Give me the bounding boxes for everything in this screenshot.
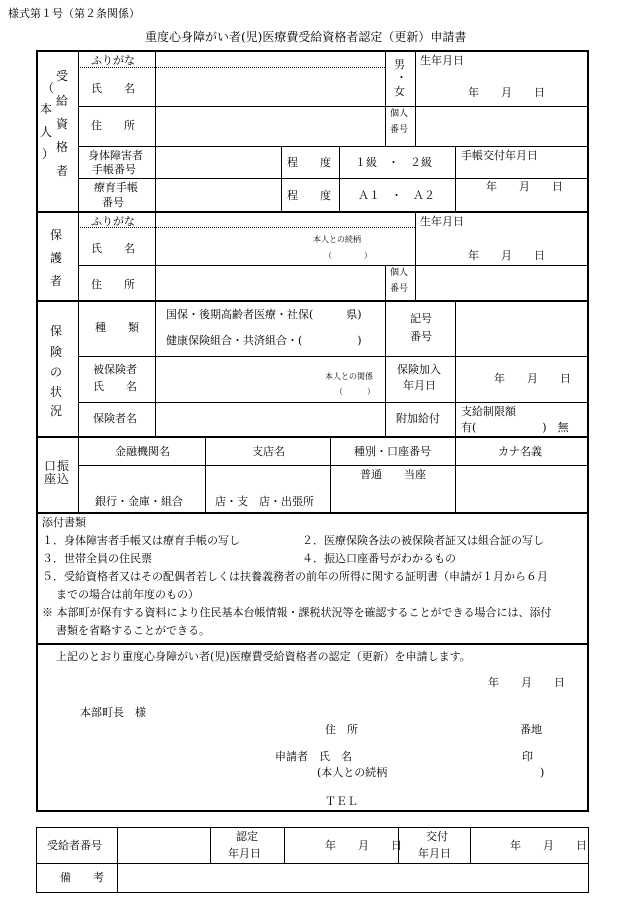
applicant-section-label-4: 格 — [56, 140, 69, 154]
insurance-section-label-1: 保 — [50, 324, 63, 338]
kana-name-field[interactable] — [456, 467, 588, 511]
insured-name-field[interactable] — [156, 358, 316, 401]
applicant-name-field[interactable] — [156, 69, 384, 105]
insured-relation-label: 本人との関係 — [325, 372, 373, 381]
guardian-address-label: 住 所 — [91, 278, 135, 291]
account-type[interactable]: 普通 当座 — [360, 468, 426, 481]
applicant-section-label-5: 者 — [56, 164, 69, 178]
insurance-section-label-3: の — [50, 365, 63, 379]
notebook-date-ymd[interactable]: 年 月 日 — [486, 180, 563, 193]
guardian-birth-ymd[interactable]: 年 月 日 — [468, 249, 545, 262]
guardian-relation-label: 本人との続柄 — [313, 235, 361, 244]
applicant-section-label-1: 受 — [56, 69, 69, 83]
bank-header-branch: 支店名 — [252, 445, 285, 458]
join-date-label-2: 年月日 — [403, 379, 436, 392]
grade-options-1[interactable]: １級 ・ ２級 — [355, 156, 432, 169]
applicant-address-input[interactable] — [365, 716, 515, 736]
declaration-date[interactable]: 年 月 日 — [488, 676, 565, 689]
insured-label-2: 氏 名 — [93, 380, 137, 393]
applicant-paren-bottom: ） — [42, 147, 55, 161]
bank-header-kana: カナ名義 — [498, 445, 542, 458]
applicant-relation-caption: (本人との続柄 — [317, 766, 388, 779]
cert-date-label-1: 認定 — [236, 830, 258, 843]
recipient-no-field[interactable] — [118, 829, 209, 862]
insurance-kind-line1[interactable]: 国保・後期高齢者医療・社保( 県) — [166, 308, 362, 321]
applicant-name-label: 氏 名 — [91, 82, 135, 95]
issue-date-label-2: 年月日 — [418, 847, 451, 860]
issue-date-label-1: 交付 — [426, 830, 448, 843]
notebook-date-label: 手帳交付年月日 — [461, 149, 538, 162]
insurer-label: 保険者名 — [93, 412, 137, 425]
insurance-section-label-2: 険 — [50, 345, 63, 359]
disability-no-label-1: 身体障害者 — [88, 149, 143, 162]
guardian-personal-no-field[interactable] — [416, 267, 588, 299]
applicant-address-label: 住 所 — [91, 119, 135, 132]
grade-options-2[interactable]: Ａ１ ・ Ａ２ — [358, 189, 435, 202]
applicant-name-caption: 申請者 氏 名 — [275, 750, 352, 763]
attachment-note-b: 書類を省略することができる。 — [56, 624, 210, 637]
symbol-no-label-1: 記号 — [410, 312, 432, 325]
extra-benefit-label: 附加給付 — [396, 412, 440, 425]
grade-label-2: 程 度 — [287, 189, 331, 202]
applicant-sub-label-1: 本 — [40, 102, 53, 116]
attachment-item-3: ３．世帯全員の住民票 — [42, 552, 152, 565]
issue-date-ymd[interactable]: 年 月 日 — [510, 839, 587, 852]
guardian-address-field[interactable] — [156, 267, 384, 299]
insurance-kind-label: 種 類 — [95, 321, 139, 334]
attachment-item-1: １．身体障害者手帳又は療育手帳の写し — [42, 534, 240, 547]
insurance-section-label-5: 況 — [50, 404, 63, 418]
applicant-furigana-field[interactable] — [156, 55, 384, 67]
bank-section-label-3: 振 — [57, 459, 70, 473]
attachment-item-5a: ５．受給資格者又はその配偶者若しくは扶養義務者の前年の所得に関する証明書（申請が１月から６月 — [42, 570, 548, 583]
attachment-note-a: ※ 本部町が保有する資料により住民基本台帳情報・課税状況等を確認することができる場合には、添付 — [42, 606, 552, 619]
declaration-text: 上記のとおり重度心身障がい者(児)医療費受給資格者の認定（更新）を申請します。 — [56, 650, 471, 663]
bank-section-label-1: 口 — [44, 459, 57, 473]
applicant-personal-no-label-1: 個人 — [390, 109, 409, 119]
applicant-furigana-label: ふりがな — [91, 54, 135, 67]
applicant-gender-dot: ・ — [396, 71, 407, 84]
attachments-title: 添付書類 — [42, 516, 86, 529]
form-title: 重度心身障がい者(児)医療費受給資格者認定（更新）申請書 — [145, 30, 467, 44]
remarks-label: 備 考 — [60, 871, 104, 884]
rehab-no-label-1: 療育手帳 — [94, 181, 138, 194]
recipient-no-label: 受給者番号 — [47, 839, 102, 852]
banchi-label: 番地 — [520, 723, 542, 736]
guardian-furigana-label: ふりがな — [91, 215, 135, 228]
applicant-address-field[interactable] — [156, 108, 384, 145]
applicant-address-caption: 住 所 — [325, 723, 358, 736]
remarks-field[interactable] — [118, 865, 587, 891]
join-date-ymd[interactable]: 年 月 日 — [494, 372, 571, 385]
disability-no-label-2: 手帳番号 — [92, 163, 136, 176]
branch-types[interactable]: 店・支 店・出張所 — [215, 495, 314, 508]
symbol-no-label-2: 番号 — [410, 330, 432, 343]
rehab-no-label-2: 番号 — [102, 196, 124, 209]
applicant-birth-label: 生年月日 — [420, 54, 464, 67]
applicant-gender-female[interactable]: 女 — [394, 85, 405, 98]
applicant-sub-label-2: 人 — [40, 125, 53, 139]
insured-relation-field[interactable]: （ ） — [335, 387, 375, 396]
symbol-no-field[interactable] — [456, 302, 588, 355]
applicant-section-label-2: 給 — [56, 94, 69, 108]
payment-limit-value[interactable]: 有( ) 無 — [461, 421, 569, 434]
insurance-section-label-4: 状 — [50, 385, 63, 399]
insured-label-1: 被保険者 — [93, 363, 137, 376]
attachment-item-5b: までの場合は前年度のもの） — [56, 588, 199, 601]
attachment-item-2: ２．医療保険各法の被保険者証又は組合証の写し — [302, 534, 544, 547]
applicant-relation-close: ) — [540, 766, 545, 779]
bank-types[interactable]: 銀行・金庫・組合 — [95, 495, 183, 508]
guardian-section-label-3: 者 — [50, 274, 63, 288]
applicant-section-label-3: 資 — [56, 117, 69, 131]
bank-header-institution: 金融機関名 — [115, 445, 170, 458]
applicant-name-input[interactable] — [365, 744, 515, 764]
applicant-paren-top: （ — [42, 81, 55, 95]
insurer-field[interactable] — [156, 404, 384, 435]
guardian-name-label: 氏 名 — [91, 242, 135, 255]
guardian-personal-no-label-2: 番号 — [390, 284, 409, 294]
addressee: 本部町長 様 — [80, 706, 146, 719]
applicant-birth-ymd[interactable]: 年 月 日 — [468, 86, 545, 99]
guardian-section-label-2: 護 — [50, 251, 63, 265]
guardian-personal-no-label-1: 個人 — [390, 268, 409, 278]
join-date-label-1: 保険加入 — [397, 363, 441, 376]
guardian-birth-label: 生年月日 — [420, 215, 464, 228]
attachment-item-4: ４．振込口座番号がわかるもの — [302, 552, 456, 565]
applicant-personal-no-label-2: 番号 — [390, 125, 409, 135]
applicant-gender-male[interactable]: 男 — [394, 58, 405, 71]
seal-label: 印 — [522, 750, 533, 763]
form-number: 様式第１号（第２条関係） — [8, 7, 140, 20]
applicant-personal-no-field[interactable] — [416, 108, 588, 145]
guardian-section-label-1: 保 — [50, 228, 63, 242]
guardian-name-field[interactable] — [156, 229, 306, 264]
grade-label-1: 程 度 — [287, 156, 331, 169]
bank-header-account: 種別・口座番号 — [354, 445, 431, 458]
bank-section-label-2: 座 — [44, 472, 57, 486]
insurance-kind-line2[interactable]: 健康保険組合・共済組合・( ) — [166, 334, 362, 347]
bank-section-label-4: 込 — [57, 472, 70, 486]
cert-date-label-2: 年月日 — [228, 847, 261, 860]
payment-limit-label: 支給制限額 — [461, 405, 516, 418]
cert-date-ymd[interactable]: 年 月 日 — [325, 839, 402, 852]
guardian-relation-field[interactable]: （ ） — [324, 251, 372, 260]
tel-label: ＴＥＬ — [325, 795, 358, 808]
